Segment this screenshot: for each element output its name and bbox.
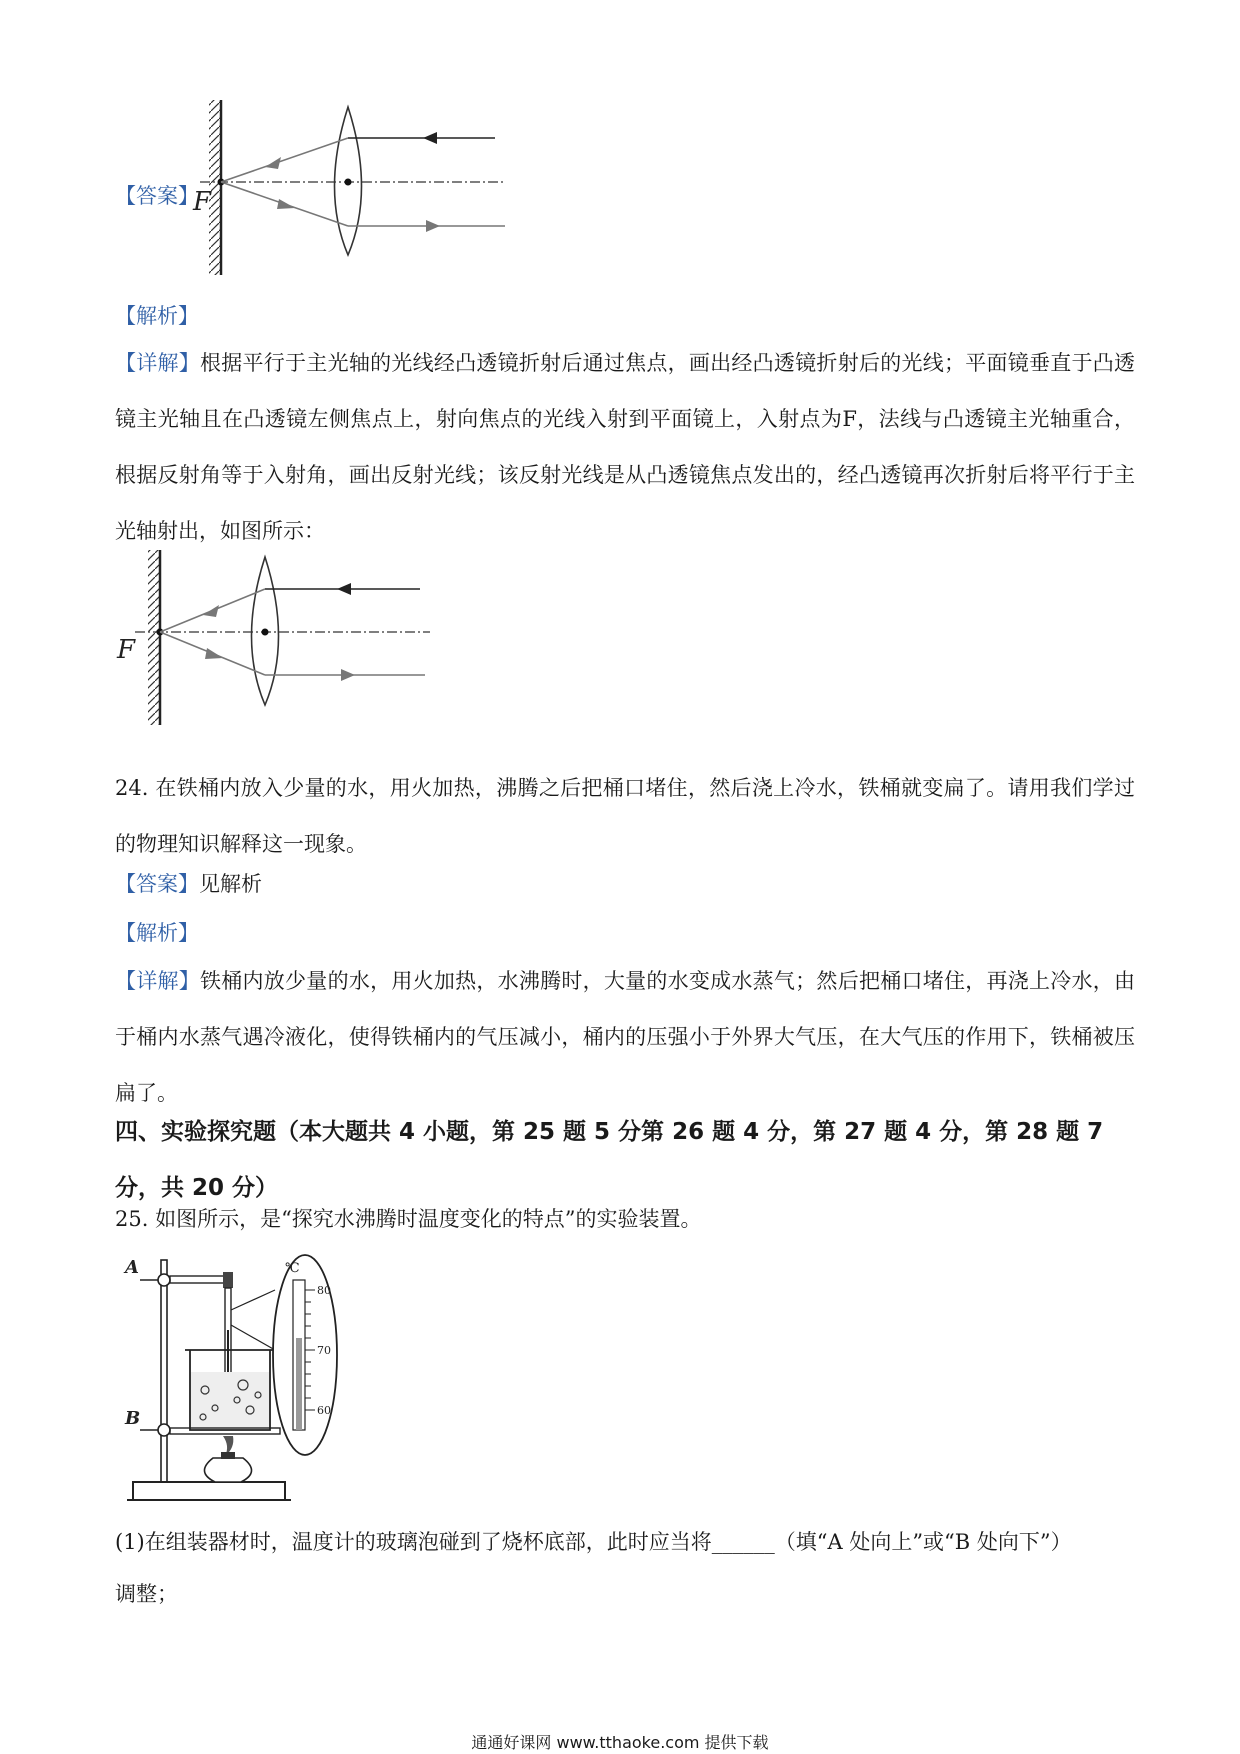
q24-question: 24. 在铁桶内放入少量的水，用火加热，沸腾之后把桶口堵住，然后浇上冷水，铁桶就变扁了。请用我们学过的物理知识解释这一现象。 — [115, 776, 1135, 856]
refracted-arrow — [203, 605, 219, 617]
refracted-arrow — [265, 157, 281, 169]
q25-sub1 — [115, 1526, 1072, 1556]
alcohol-lamp — [204, 1458, 251, 1482]
detail-label: 【详解】 — [115, 351, 201, 375]
tick-60: 60 — [317, 1404, 331, 1417]
tick-70: 70 — [317, 1344, 331, 1357]
reflected-arrow — [205, 648, 223, 659]
incident-arrow — [423, 132, 437, 144]
refracted-ray — [221, 138, 348, 182]
analysis-label: 【解析】 — [115, 304, 199, 328]
lens-center-dot — [262, 629, 269, 636]
analysis-label: 【解析】 — [115, 921, 199, 945]
detail-label: 【详解】 — [115, 969, 201, 993]
detail-text: 铁桶内放少量的水，用火加热，水沸腾时，大量的水变成水蒸气；然后把桶口堵住，再浇上冷水，由于桶内水蒸气遇冷液化，使得铁桶内的气压减小，桶内的压强小于外界大气压，在大气压的作用下，铁桶被压扁了。 — [115, 969, 1136, 1105]
reflected-arrow — [277, 199, 295, 209]
answer-label: 【答案】 — [115, 872, 199, 896]
q25-question: 25. 如图所示，是“探究水沸腾时温度变化的特点”的实验装置。 — [115, 1207, 702, 1231]
thermometer-holder — [223, 1272, 233, 1288]
answer-label: 【答案】 — [115, 184, 199, 208]
stand-base — [133, 1482, 285, 1500]
incident-arrow — [337, 583, 351, 595]
q23-detail — [115, 335, 1135, 559]
answer-optics-diagram — [195, 95, 515, 280]
boiling-apparatus-diagram — [125, 1250, 365, 1510]
mirror-hatch — [148, 550, 160, 725]
q24-answer — [115, 868, 262, 898]
emergent-arrow — [341, 669, 355, 681]
detail-text: 根据平行于主光轴的光线经凸透镜折射后通过焦点，画出经凸透镜折射后的光线；平面镜垂直于凸透镜主光轴且在凸透镜左侧焦点上，射向焦点的光线入射到平面镜上，入射点为F，法线与凸透镜主光轴重合，根据反射角等于入射角，画出反射光线；该反射光线是从凸透镜焦点发出的，经凸透镜再次折射后将平行于主光轴射出，如图所示： — [115, 351, 1136, 543]
focal-label: F — [193, 187, 212, 217]
clamp-a — [158, 1274, 170, 1286]
answer-blank[interactable]: ______ — [711, 1530, 775, 1554]
sub1-text: (1)在组装器材时，温度计的玻璃泡碰到了烧杯底部，此时应当将 — [115, 1530, 712, 1554]
clamp-arm-a — [170, 1276, 225, 1283]
focal-label: F — [117, 635, 136, 665]
sub1-options: （填“A 处向上”或“B 处向下”） — [774, 1530, 1072, 1554]
emergent-arrow — [426, 220, 440, 232]
label-a: A — [125, 1257, 139, 1278]
label-b: B — [125, 1408, 141, 1429]
section-heading: 四、实验探究题（本大题共 4 小题，第 25 题 5 分第 26 题 4 分，第 27 题 4 分，第 28 题 7 分，共 20 分） — [115, 1119, 1104, 1201]
stand-rod — [161, 1260, 167, 1482]
explanation-optics-diagram — [115, 545, 435, 730]
lens-center-dot — [345, 179, 352, 186]
unit-label: ℃ — [285, 1261, 300, 1276]
q25-sub1-line2: 调整； — [115, 1582, 178, 1606]
answer-text: 见解析 — [199, 872, 262, 896]
tick-80: 80 — [317, 1284, 331, 1297]
q24-detail — [115, 953, 1135, 1121]
clamp-b — [158, 1424, 170, 1436]
page-footer: 通通好课网 www.tthaoke.com 提供下载 — [471, 1733, 769, 1752]
